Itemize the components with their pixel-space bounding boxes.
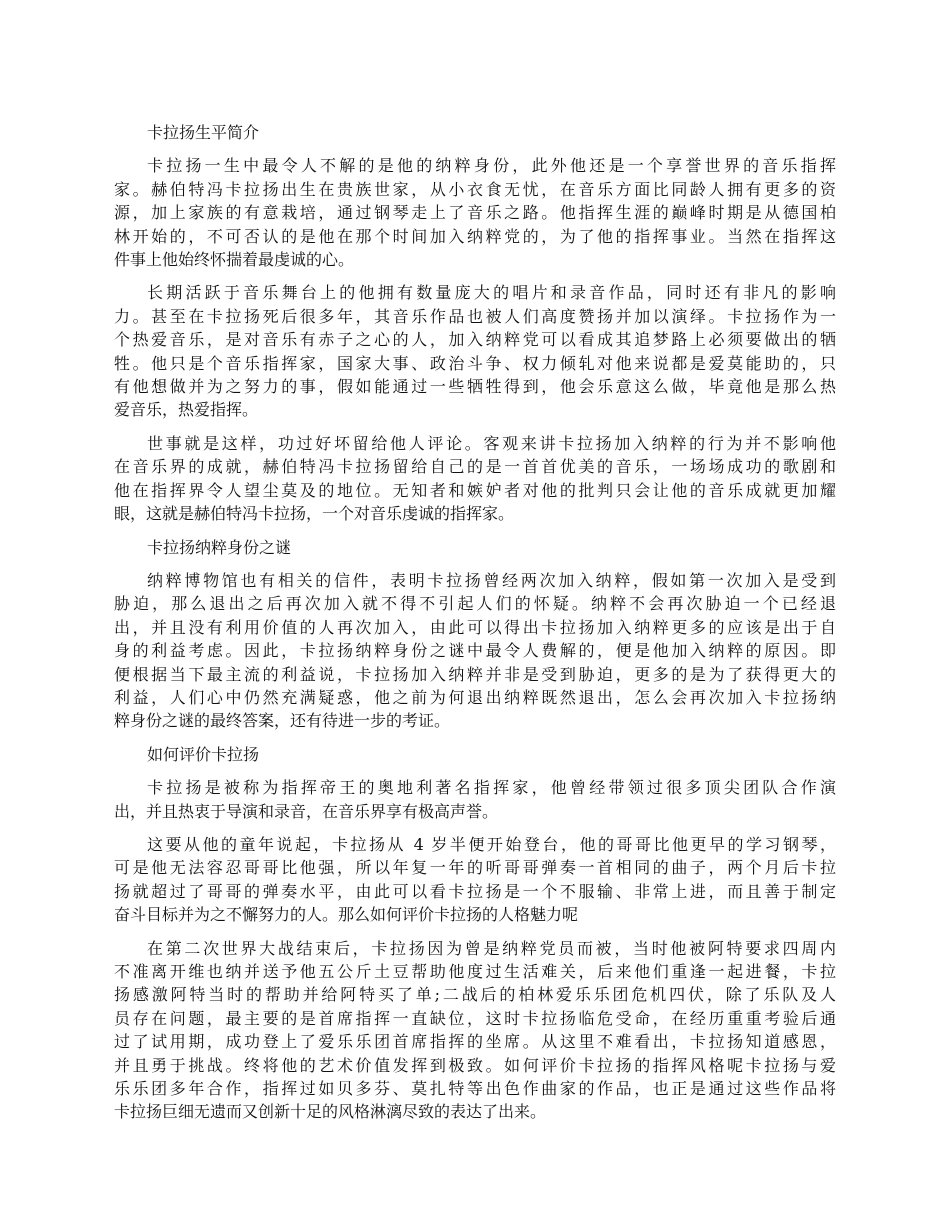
paragraph [114,776,836,823]
paragraph [114,154,836,271]
text-line: 爱音乐，热爱指挥。 [114,400,259,420]
text-line: 出，并且热衷于导演和录音，在音乐界享有极高声誉。 [114,801,499,821]
text-line: 长期活跃于音乐舞台上的他拥有数量庞大的唱片和录音作品，同时还有非凡的影响 [147,283,836,303]
section-heading [114,743,836,766]
text-line: 有他想做并为之努力的事，假如能通过一些牺牲得到，他会乐意这么做，毕竟他是那么热 [114,377,836,397]
text-line: 可是他无法容忍哥哥比他强，所以年复一年的听哥哥弹奏一首相同的曲子，两个月后卡拉 [114,858,836,878]
text-line: 胁迫，那么退出之后再次加入就不得不引起人们的怀疑。纳粹不会再次胁迫一个已经退 [114,594,836,614]
text-line: 个热爱音乐，是对音乐有赤子之心的人，加入纳粹党可以看成其追梦路上必须要做出的牺 [114,330,836,350]
text-line: 扬就超过了哥哥的弹奏水平，由此可以看卡拉扬是一个不服输、非常上进，而且善于制定 [114,881,836,901]
text-line: 卡拉扬巨细无遗而又创新十足的风格淋漓尽致的表达了出来。 [114,1102,547,1122]
paragraph [114,937,836,1124]
text-line: 卡拉扬是被称为指挥帝王的奥地利著名指挥家，他曾经带领过很多顶尖团队合作演 [147,778,836,798]
text-line: 林开始的，不可否认的是他在那个时间加入纳粹党的，为了他的指挥事业。当然在指挥这 [114,226,836,246]
section-heading [114,536,836,559]
text-line: 扬感激阿特当时的帮助并给阿特买了单;二战后的柏林爱乐乐团危机四伏，除了乐队及人 [114,985,836,1005]
text-line: 奋斗目标并为之不懈努力的人。那么如何评价卡拉扬的人格魅力呢 [114,905,579,925]
document-page [114,121,836,1124]
text-line: 出，并且没有利用价值的人再次加入，由此可以得出卡拉扬加入纳粹更多的应该是出于自 [114,617,836,637]
text-line: 在第二次世界大战结束后，卡拉扬因为曾是纳粹党员而被，当时他被阿特要求四周内 [147,938,836,958]
text-line: 卡拉扬生平简介 [147,123,260,142]
text-line: 家。赫伯特冯卡拉扬出生在贵族世家，从小衣食无忧，在音乐方面比同龄人拥有更多的资 [114,179,836,199]
text-line: 便根据当下最主流的利益说，卡拉扬加入纳粹并非是受到胁迫，更多的是为了获得更大的 [114,664,836,684]
text-line: 身的利益考虑。因此，卡拉扬纳粹身份之谜中最令人费解的，便是他加入纳粹的原因。即 [114,641,836,661]
text-line: 粹身份之谜的最终答案，还有待进一步的考证。 [114,711,451,731]
text-line: 卡拉扬一生中最令人不解的是他的纳粹身份，此外他还是一个享誉世界的音乐指挥 [147,156,836,176]
text-line: 纳粹博物馆也有相关的信件，表明卡拉扬曾经两次加入纳粹，假如第一次加入是受到 [147,570,836,590]
text-line: 不准离开维也纳并送予他五公斤土豆帮助他度过生活难关，后来他们重逢一起进餐，卡拉 [114,962,836,981]
section-heading [114,121,836,144]
text-line: 员存在问题，最主要的是首席指挥一直缺位，这时卡拉扬临危受命，在经历重重考验后通 [114,1008,836,1028]
paragraph [114,281,836,421]
text-line: 件事上他始终怀揣着最虔诚的心。 [114,250,355,270]
text-line: 卡拉扬纳粹身份之谜 [147,537,292,557]
text-line: 并且勇于挑战。终将他的艺术价值发挥到极致。如何评价卡拉扬的指挥风格呢卡拉扬与爱 [114,1055,836,1075]
text-line: 牲。他只是个音乐指挥家，国家大事、政治斗争、权力倾轧对他来说都是爱莫能助的，只 [114,353,836,373]
paragraph [114,432,836,526]
text-line: 力。甚至在卡拉扬死后很多年，其音乐作品也被人们高度赞扬并加以演绎。卡拉扬作为一 [114,306,836,326]
paragraph [114,833,836,927]
text-line: 利益，人们心中仍然充满疑惑，他之前为何退出纳粹既然退出，怎么会再次加入卡拉扬纳 [114,687,836,707]
text-line: 在音乐界的成就，赫伯特冯卡拉扬留给自己的是一首首优美的音乐，一场场成功的歌剧和 [114,457,836,477]
text-line: 过了试用期，成功登上了爱乐乐团首席指挥的坐席。从这里不难看出，卡拉扬知道感恩， [114,1032,836,1052]
text-line: 他在指挥界令人望尘莫及的地位。无知者和嫉妒者对他的批判只会让他的音乐成就更加耀 [114,480,836,500]
text-line: 源，加上家族的有意栽培，通过钢琴走上了音乐之路。他指挥生涯的巅峰时期是从德国柏 [114,203,836,223]
paragraph [114,569,836,733]
text-line: 眼，这就是赫伯特冯卡拉扬，一个对音乐虔诚的指挥家。 [114,504,515,524]
text-line: 如何评价卡拉扬 [147,744,260,764]
text-line: 世事就是这样，功过好坏留给他人评论。客观来讲卡拉扬加入纳粹的行为并不影响他 [147,433,836,453]
text-line: 乐乐团多年合作，指挥过如贝多芬、莫扎特等出色作曲家的作品，也正是通过这些作品将 [114,1079,836,1099]
text-line: 这要从他的童年说起，卡拉扬从 4 岁半便开始登台，他的哥哥比他更早的学习钢琴， [147,834,836,854]
